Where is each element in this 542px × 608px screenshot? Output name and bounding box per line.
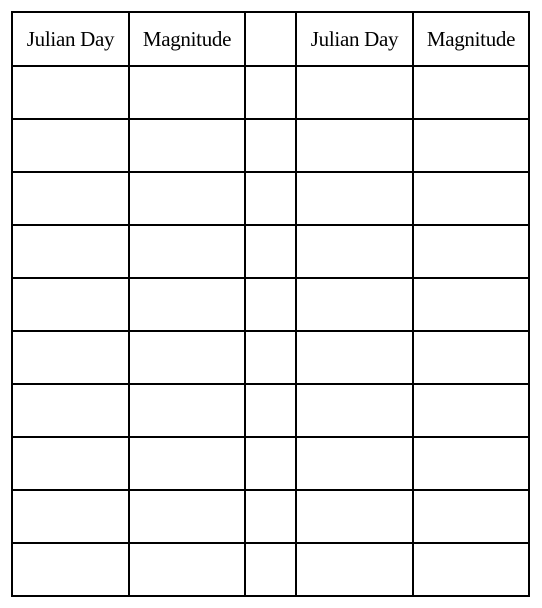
magnitude-cell[interactable] — [129, 225, 245, 278]
header-spacer — [245, 12, 296, 66]
header-row — [12, 12, 529, 66]
spacer-cell — [245, 225, 296, 278]
table-row — [12, 490, 529, 543]
magnitude-cell[interactable] — [129, 331, 245, 384]
julian-day-cell[interactable] — [296, 490, 413, 543]
julian-day-cell[interactable] — [296, 437, 413, 490]
julian-day-cell[interactable] — [296, 384, 413, 437]
magnitude-cell[interactable] — [129, 278, 245, 331]
julian-day-cell[interactable] — [12, 66, 129, 119]
magnitude-cell[interactable] — [413, 66, 529, 119]
julian-day-cell[interactable] — [296, 278, 413, 331]
magnitude-cell[interactable] — [413, 172, 529, 225]
spacer-cell — [245, 66, 296, 119]
table-row — [12, 172, 529, 225]
julian-day-cell[interactable] — [12, 119, 129, 172]
spacer-cell — [245, 278, 296, 331]
spacer-cell — [245, 384, 296, 437]
magnitude-cell[interactable] — [413, 278, 529, 331]
spacer-cell — [245, 437, 296, 490]
magnitude-cell[interactable] — [413, 384, 529, 437]
magnitude-cell[interactable] — [413, 331, 529, 384]
header-julian-day-left: Julian Day — [12, 12, 129, 66]
magnitude-cell[interactable] — [129, 490, 245, 543]
table-row — [12, 225, 529, 278]
magnitude-cell[interactable] — [129, 172, 245, 225]
header-magnitude-left: Magnitude — [129, 12, 245, 66]
julian-day-cell[interactable] — [296, 119, 413, 172]
table-row — [12, 543, 529, 596]
julian-day-cell[interactable] — [296, 543, 413, 596]
magnitude-cell[interactable] — [129, 66, 245, 119]
magnitude-cell[interactable] — [129, 119, 245, 172]
magnitude-cell[interactable] — [413, 119, 529, 172]
magnitude-cell[interactable] — [413, 437, 529, 490]
spacer-cell — [245, 172, 296, 225]
magnitude-cell[interactable] — [413, 225, 529, 278]
julian-day-cell[interactable] — [12, 225, 129, 278]
table-row — [12, 437, 529, 490]
magnitude-cell[interactable] — [129, 384, 245, 437]
julian-day-cell[interactable] — [296, 225, 413, 278]
julian-day-cell[interactable] — [12, 490, 129, 543]
magnitude-cell[interactable] — [129, 437, 245, 490]
julian-day-cell[interactable] — [12, 172, 129, 225]
table-body — [12, 66, 529, 596]
observation-log-table — [11, 11, 530, 597]
spacer-cell — [245, 331, 296, 384]
table-row — [12, 331, 529, 384]
table-row — [12, 119, 529, 172]
spacer-cell — [245, 119, 296, 172]
spacer-cell — [245, 543, 296, 596]
table-row — [12, 66, 529, 119]
magnitude-cell[interactable] — [129, 543, 245, 596]
magnitude-cell[interactable] — [413, 543, 529, 596]
julian-day-cell[interactable] — [296, 331, 413, 384]
spacer-cell — [245, 490, 296, 543]
julian-day-cell[interactable] — [12, 543, 129, 596]
julian-day-cell[interactable] — [296, 66, 413, 119]
julian-day-cell[interactable] — [12, 384, 129, 437]
julian-day-cell[interactable] — [12, 331, 129, 384]
table-row — [12, 384, 529, 437]
header-magnitude-right: Magnitude — [413, 12, 529, 66]
header-julian-day-right: Julian Day — [296, 12, 413, 66]
table-row — [12, 278, 529, 331]
julian-day-cell[interactable] — [12, 437, 129, 490]
julian-day-cell[interactable] — [296, 172, 413, 225]
magnitude-cell[interactable] — [413, 490, 529, 543]
julian-day-cell[interactable] — [12, 278, 129, 331]
